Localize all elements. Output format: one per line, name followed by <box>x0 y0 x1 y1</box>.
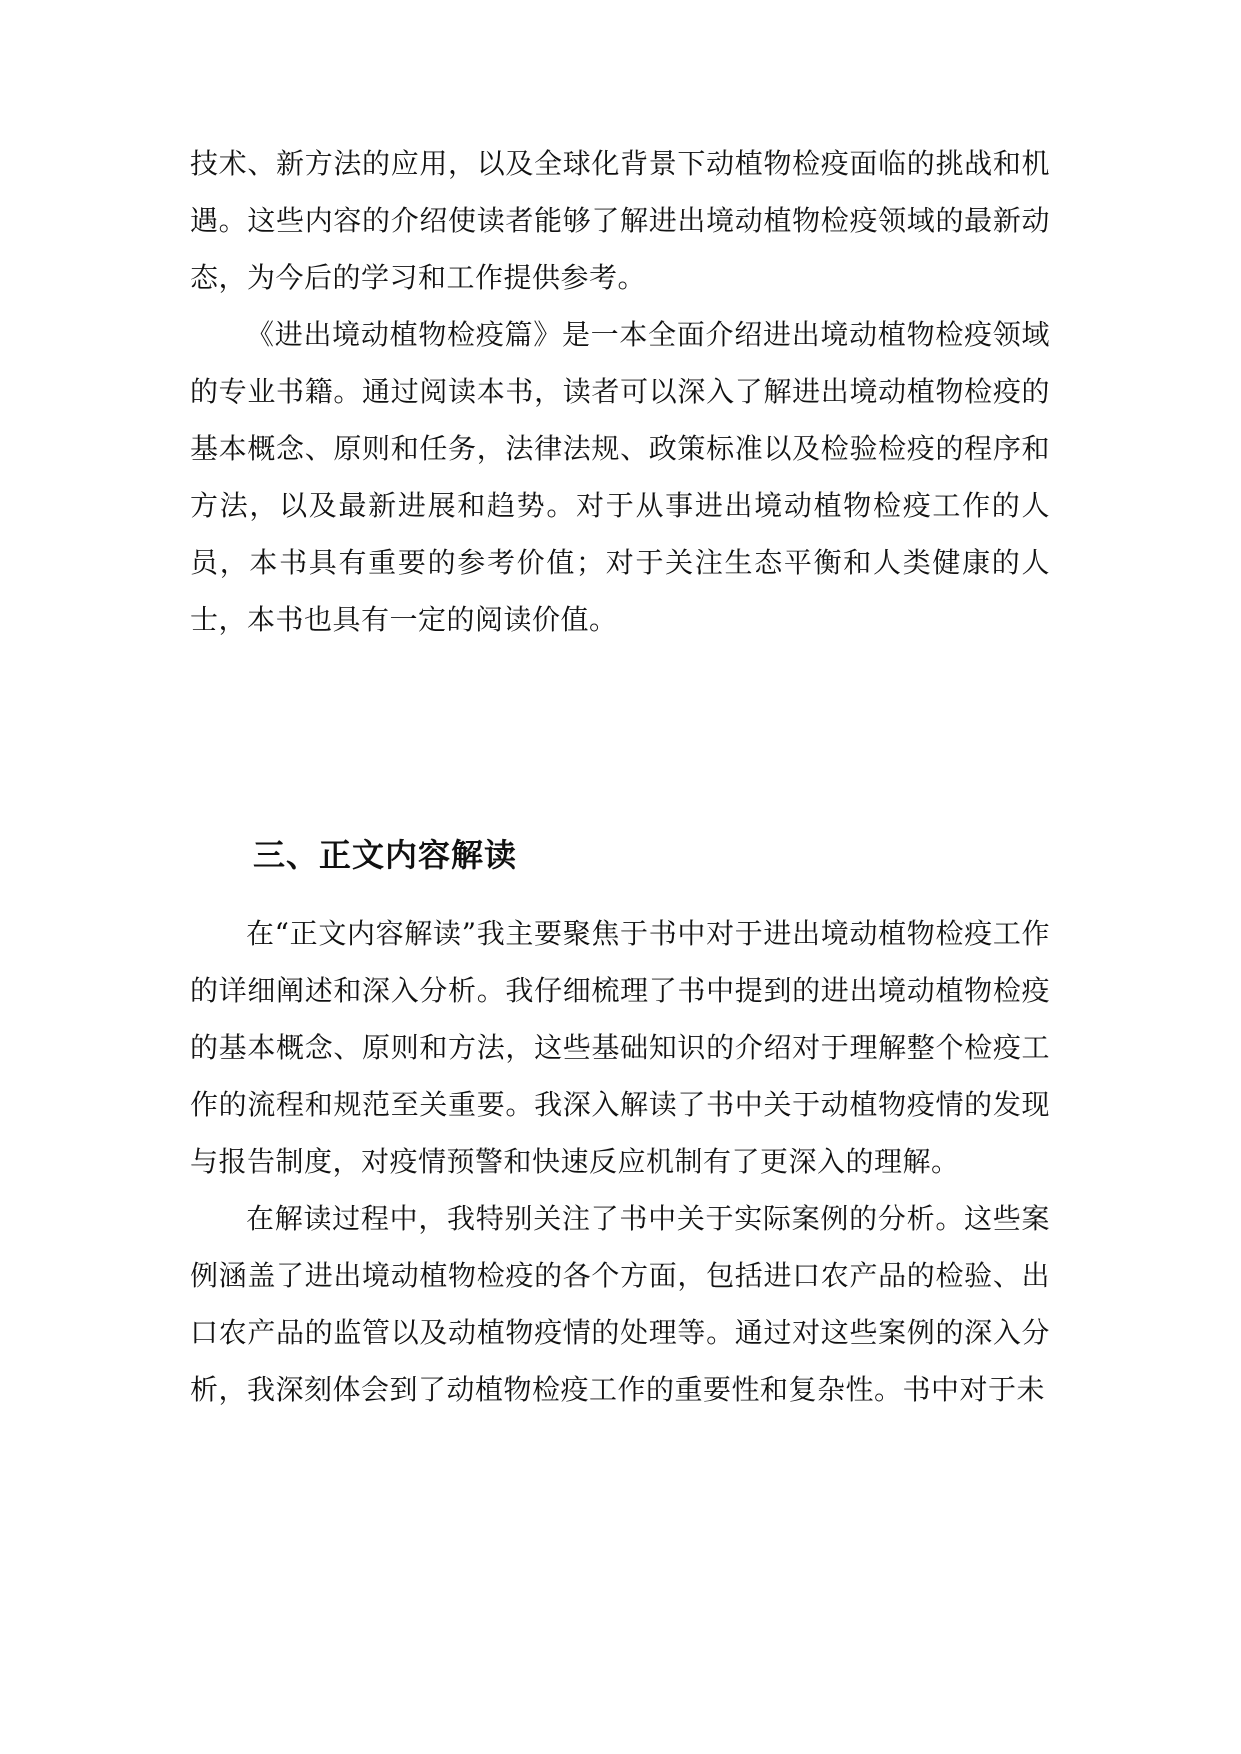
paragraph-book-summary: 《进出境动植物检疫篇》是一本全面介绍进出境动植物检疫领域的专业书籍。通过阅读本书，读者可以深入了解进出境动植物检疫的基本概念、原则和任务，法律法规、政策标准以及检验检疫的程序和方法，以及最新进展和趋势。对于从事进出境动植物检疫工作的人员，本书具有重要的参考价值；对于关注生态平衡和人类健康的人士，本书也具有一定的阅读价值。 <box>190 318 1050 636</box>
paragraph-case-analysis: 在解读过程中，我特别关注了书中关于实际案例的分析。这些案例涵盖了进出境动植物检疫的各个方面，包括进口农产品的检验、出口农产品的监管以及动植物疫情的处理等。通过对这些案例的深入分析，我深刻体会到了动植物检疫工作的重要性和复杂性。书中对于未 <box>190 1202 1050 1406</box>
paragraph-content-reading: 在“正文内容解读”我主要聚焦于书中对于进出境动植物检疫工作的详细阐述和深入分析。我仔细梳理了书中提到的进出境动植物检疫的基本概念、原则和方法，这些基础知识的介绍对于理解整个检疫工作的流程和规范至关重要。我深入解读了书中关于动植物疫情的发现与报告制度，对疫情预警和快速反应机制有了更深入的理解。 <box>190 917 1050 1178</box>
section-heading: 三、正文内容解读 <box>253 836 518 874</box>
paragraph-continuation: 技术、新方法的应用，以及全球化背景下动植物检疫面临的挑战和机遇。这些内容的介绍使读者能够了解进出境动植物检疫领域的最新动态，为今后的学习和工作提供参考。 <box>190 147 1050 294</box>
